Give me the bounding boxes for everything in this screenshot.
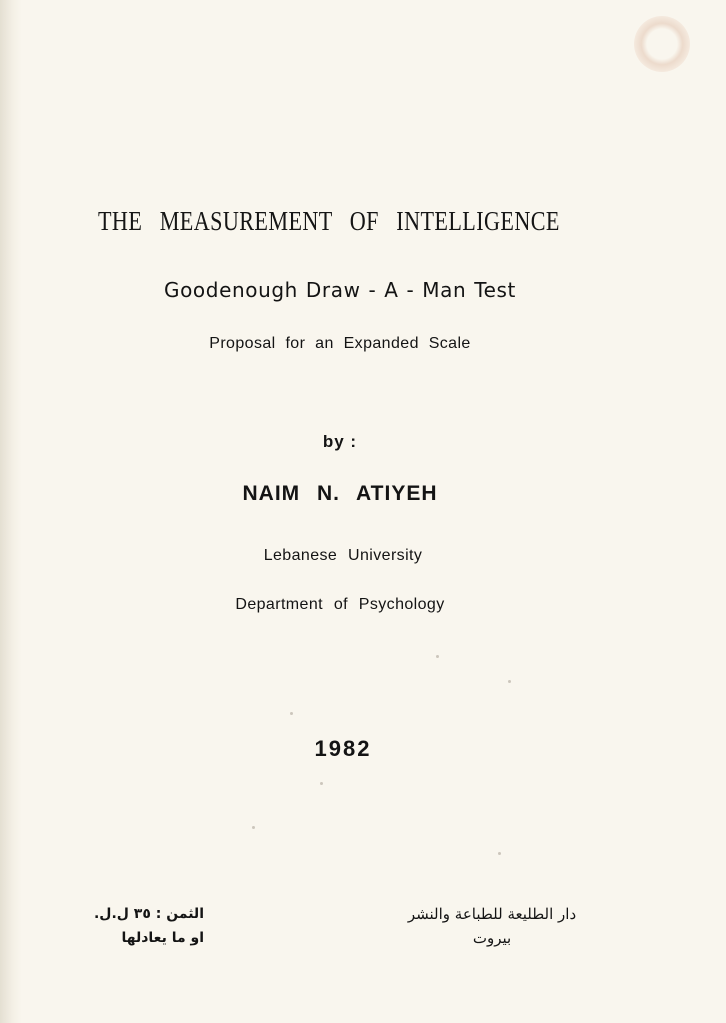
book-subtitle: Goodenough Draw - A - Man Test — [164, 278, 516, 302]
paper-speck — [252, 826, 255, 829]
affiliation-department: Department of Psychology — [235, 596, 445, 613]
proposal-line: Proposal for an Expanded Scale — [209, 335, 471, 352]
paper-stain — [634, 16, 690, 72]
publisher-city: بيروت — [472, 929, 512, 947]
price-line: الثمن : ٣٥ ل.ل. — [93, 906, 204, 922]
affiliation-university: Lebanese University — [263, 547, 423, 564]
price-block — [64, 902, 204, 950]
publisher-block — [370, 902, 614, 950]
paper-speck — [436, 655, 439, 658]
price-equivalent-line: او ما يعادلها — [121, 930, 204, 946]
paper-speck — [498, 852, 501, 855]
by-label: by : — [322, 432, 358, 451]
paper-speck — [508, 680, 511, 683]
author-name: NAIM N. ATIYEH — [242, 482, 438, 505]
spine-shadow — [0, 0, 22, 1023]
paper-speck — [290, 712, 293, 715]
book-title: THE MEASUREMENT OF INTELLIGENCE — [98, 206, 560, 236]
publisher-name: دار الطليعة للطباعة والنشر — [407, 905, 577, 923]
publication-year: 1982 — [314, 736, 372, 761]
paper-speck — [320, 782, 323, 785]
